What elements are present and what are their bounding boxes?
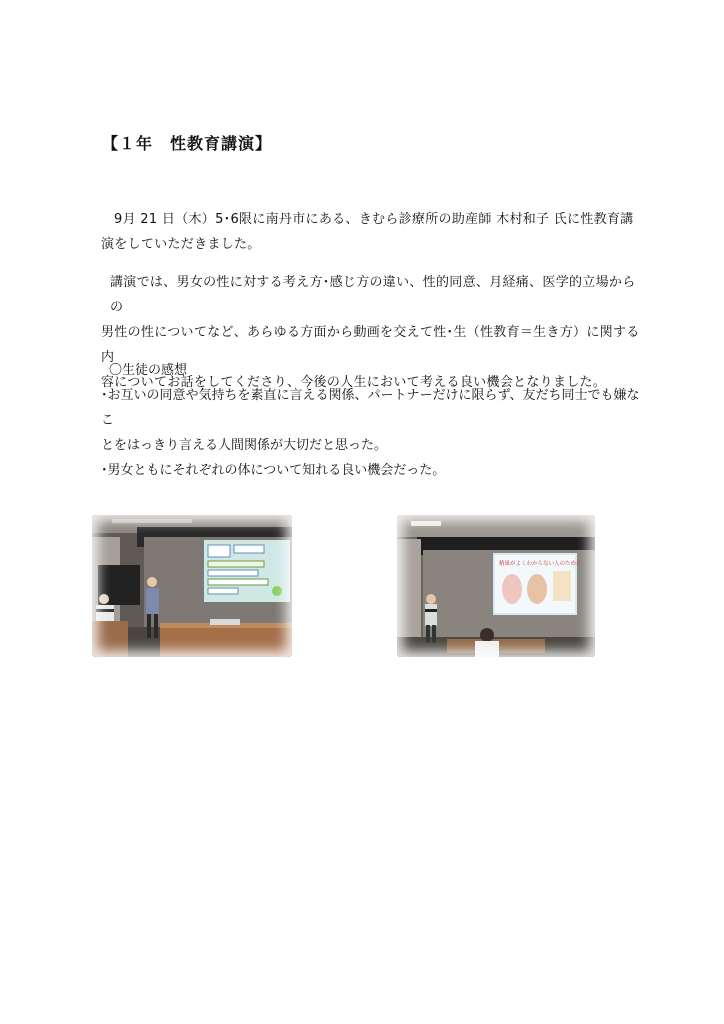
impressions-heading: 〇生徒の感想 <box>109 363 188 378</box>
impression-2: ･男女ともにそれぞれの体について知れる良い機会だった。 <box>101 463 446 478</box>
intro-paragraph <box>101 207 641 257</box>
lecture-photo-2-illustration <box>397 515 595 657</box>
intro-line-1: 9月 21 日（木）5･6限に南丹市にある、きむら診療所の助産師 木村和子 氏に性教育講 <box>114 212 634 227</box>
lecture-line-1: 講演では、男女の性に対する考え方･感じ方の違い、性的同意、月経痛、医学的立場からの <box>110 275 636 315</box>
page-title: 【１年 性教育講演】 <box>102 134 273 153</box>
impression-1-line-1: ･お互いの同意や気持ちを素直に言える関係、パートナーだけに限らず、友だち同士でも嫌なこ <box>101 388 640 428</box>
slide-title: 精巣がよくわからない人のために <box>499 561 582 567</box>
student-impressions <box>101 358 641 483</box>
intro-line-2: 演をしていただきました。 <box>101 237 261 252</box>
impression-1-line-2: とをはっきり言える人間関係が大切だと思った。 <box>101 438 388 453</box>
lecture-line-3: 容についてお話をしてくださり、今後の人生において考える良い機会となりました。 <box>101 375 607 390</box>
lecture-photo-1 <box>92 515 292 657</box>
lecture-photo-2 <box>397 515 595 657</box>
lecture-photo-1-illustration <box>92 515 292 657</box>
lecture-line-2: 男性の性についてなど、あらゆる方面から動画を交えて性･生（性教育＝生き方）に関する内 <box>101 325 640 365</box>
